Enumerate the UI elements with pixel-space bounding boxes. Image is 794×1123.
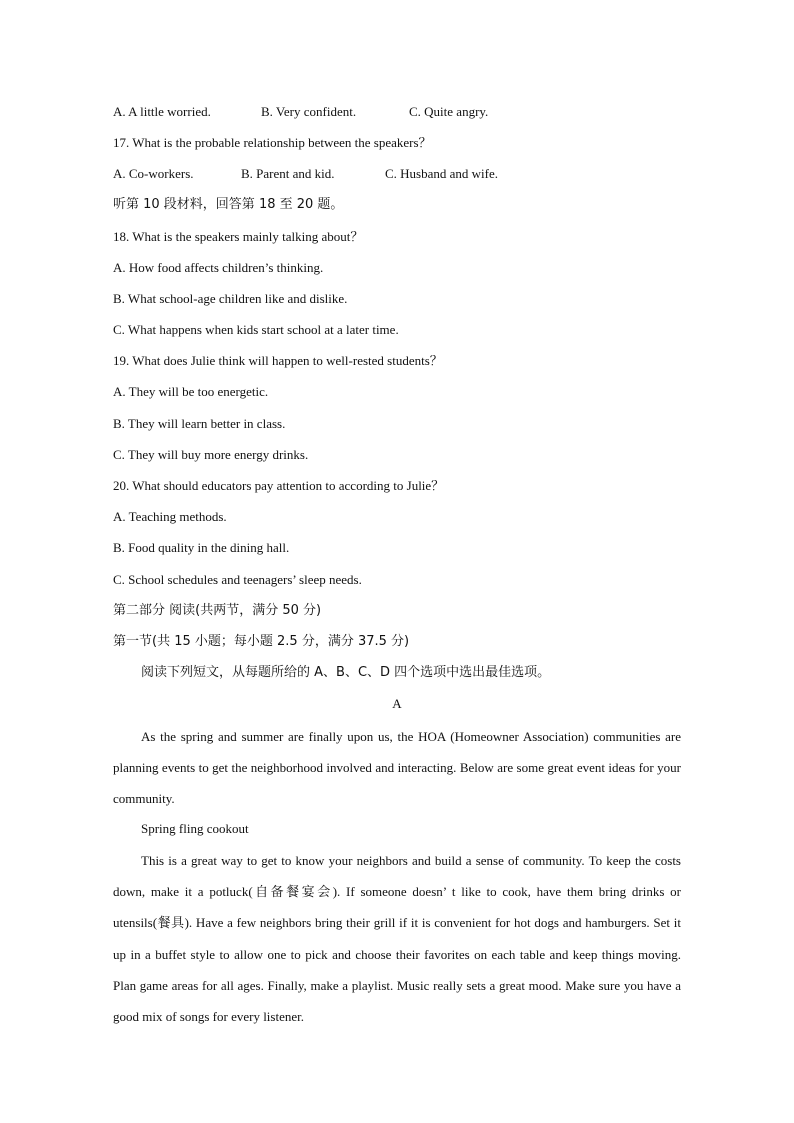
- q19-question: 19. What does Julie think will happen to well-rested students？: [113, 353, 443, 368]
- q17-options: [113, 165, 498, 183]
- q20-question: 20. What should educators pay attention to according to Julie？: [113, 478, 445, 493]
- subheading-cookout: Spring fling cookout: [141, 821, 249, 836]
- q19-option-c: C. They will buy more energy drinks.: [113, 447, 309, 462]
- q18-question: 18. What is the speakers mainly talking about？: [113, 229, 364, 244]
- q17-question: 17. What is the probable relationship between the speakers？: [113, 135, 432, 150]
- q18-option-b: B. What school-age children like and dislike.: [113, 291, 348, 306]
- q16-option-c: C. Quite angry.: [409, 104, 489, 119]
- q16-option-a: A. A little worried.: [113, 104, 211, 119]
- passage-label: A: [392, 696, 402, 711]
- q18-option-c: C. What happens when kids start school at a later time.: [113, 322, 399, 337]
- q16-options: [113, 103, 488, 121]
- q17-option-b: B. Parent and kid.: [241, 166, 335, 181]
- passage-intro-paragraph: As the spring and summer are finally upon us, the HOA (Homeowner Association) communities are planning events to get the neighborhood involved and interacting. Below are some great event ideas for your community.: [113, 729, 681, 807]
- q19-option-a: A. They will be too energetic.: [113, 384, 269, 399]
- q17-option-a: A. Co-workers.: [113, 166, 194, 181]
- passage-cookout-paragraph: This is a great way to get to know your neighbors and build a sense of community. To keep the costs down, make it a potluck(自备餐宴会). If someone doesn’ t like to cook, have them bring drinks or utensils(餐具). Have a few neighbors bring their grill if it is convenient for hot dogs and hamburgers. Set it up in a buffet style to allow one to pick and choose their favorites on each table and keep things moving. Plan game areas for all ages. Finally, make a playlist. Music really sets a great mood. Make sure you have a good mix of songs for every listener.: [113, 853, 681, 1025]
- section1-title: 第一节(共 15 小题；每小题 2.5 分，满分 37.5 分): [113, 634, 410, 649]
- q20-option-c: C. School schedules and teenagers’ sleep needs.: [113, 572, 362, 587]
- q20-option-b: B. Food quality in the dining hall.: [113, 540, 290, 555]
- q19-option-b: B. They will learn better in class.: [113, 416, 286, 431]
- q18-option-a: A. How food affects children’s thinking.: [113, 260, 324, 275]
- q16-option-b: B. Very confident.: [261, 104, 357, 119]
- section10-instruction: 听第 10 段材料，回答第 18 至 20 题。: [113, 197, 344, 212]
- q17-option-c: C. Husband and wife.: [385, 166, 499, 181]
- reading-instruction: 阅读下列短文，从每题所给的 A、B、C、D 四个选项中选出最佳选项。: [141, 665, 551, 680]
- part2-title: 第二部分 阅读(共两节，满分 50 分): [113, 603, 322, 618]
- q20-option-a: A. Teaching methods.: [113, 509, 227, 524]
